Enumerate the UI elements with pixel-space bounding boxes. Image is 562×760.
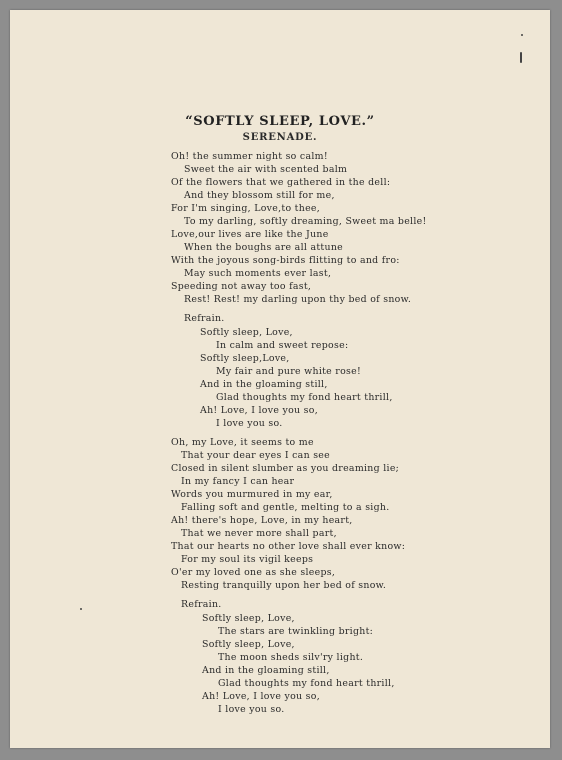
lyric-line: Softly sleep, Love, [200,327,293,338]
lyric-line: For I'm singing, Love,to thee, [171,203,321,214]
lyric-line: And in the gloaming still, [200,379,328,390]
lyric-line: And in the gloaming still, [202,665,330,676]
lyric-line: Sweet the air with scented balm [184,164,348,175]
lyric-line: That our hearts no other love shall ever know: [171,541,406,552]
lyric-line: That your dear eyes I can see [181,450,330,461]
lyric-line: When the boughs are all attune [184,242,343,253]
lyric-line: Words you murmured in my ear, [171,489,333,500]
lyric-line: Softly sleep, Love, [202,613,295,624]
lyric-line: Of the flowers that we gathered in the dell: [171,177,391,188]
lyric-line: For my soul its vigil keeps [181,554,314,565]
lyric-line: May such moments ever last, [184,268,332,279]
lyric-line: O'er my loved one as she sleeps, [171,567,336,578]
lyric-line: Softly sleep, Love, [202,639,295,650]
lyric-line: The moon sheds silv'ry light. [218,652,364,663]
refrain-label: Refrain. [181,599,222,610]
document-title: “SOFTLY SLEEP, LOVE.” [185,114,375,129]
lyric-line: Falling soft and gentle, melting to a sigh. [181,502,390,513]
lyric-line: In calm and sweet repose: [216,340,349,351]
lyric-line: Ah! Love, I love you so, [200,405,318,416]
document-page [10,10,550,748]
lyric-line: With the joyous song-birds flitting to and fro: [171,255,400,266]
lyric-line: Oh! the summer night so calm! [171,151,328,162]
lyric-line: Rest! Rest! my darling upon thy bed of snow. [184,294,412,305]
lyric-line: Resting tranquilly upon her bed of snow. [181,580,387,591]
lyric-line: The stars are twinkling bright: [218,626,374,637]
lyric-line: Oh, my Love, it seems to me [171,437,314,448]
lyric-line: In my fancy I can hear [181,476,295,487]
lyric-line: Glad thoughts my fond heart thrill, [218,678,395,689]
lyric-line: And they blossom still for me, [184,190,335,201]
paper-mark [80,608,82,610]
lyric-line: To my darling, softly dreaming, Sweet ma belle! [184,216,427,227]
lyric-line: Love,our lives are like the June [171,229,329,240]
lyric-line: Glad thoughts my fond heart thrill, [216,392,393,403]
lyric-line: Ah! Love, I love you so, [202,691,320,702]
lyric-line: That we never more shall part, [181,528,337,539]
lyric-line: Closed in silent slumber as you dreaming lie; [171,463,400,474]
lyric-line: Softly sleep,Love, [200,353,290,364]
paper-mark [520,52,522,63]
lyric-line: I love you so. [216,418,283,429]
document-subtitle: SERENADE. [242,132,318,143]
lyrics-body [10,10,550,748]
lyric-line: Ah! there's hope, Love, in my heart, [171,515,353,526]
refrain-label: Refrain. [184,313,225,324]
lyric-line: Speeding not away too fast, [171,281,312,292]
lyric-line: My fair and pure white rose! [216,366,362,377]
paper-mark [521,34,523,36]
lyric-line: I love you so. [218,704,285,715]
